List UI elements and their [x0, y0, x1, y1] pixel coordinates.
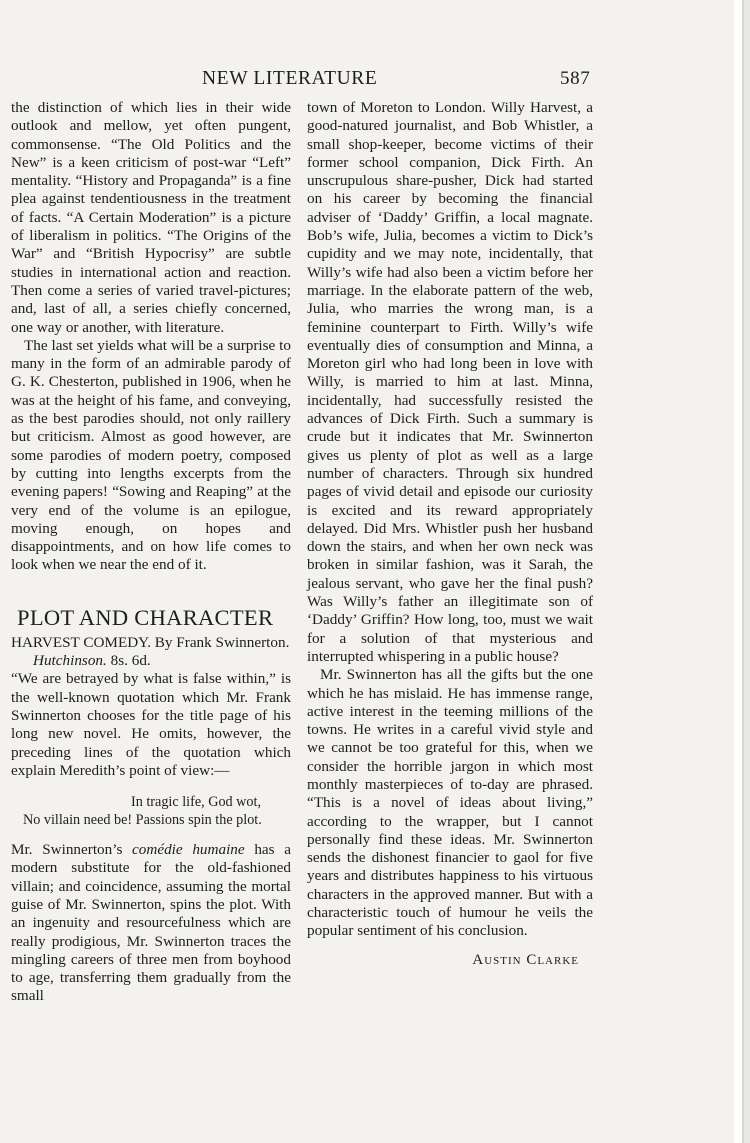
paragraph: “We are betrayed by what is false within,” is the well-known quotation which Mr. Frank Swinnerton chooses for the title page of his long new novel. He omits, however, the preceding lines of the quotation which explain Meredith’s point of view:— — [11, 670, 291, 779]
section-heading: PLOT AND CHARACTER — [17, 604, 274, 630]
book-citation — [11, 634, 291, 671]
author-signature: Austin Clarke — [472, 951, 579, 968]
citation-publisher: Hutchinson. — [33, 652, 107, 670]
running-title: NEW LITERATURE — [202, 68, 378, 89]
page-number: 587 — [560, 68, 591, 89]
verse-line: No villain need be! Passions spin the plot. — [23, 811, 262, 828]
citation-price: 8s. 6d. — [110, 652, 151, 670]
paragraph: the distinction of which lies in their wide outlook and mellow, yet often pungent, commonsense. “The Old Politics and the New” is a keen criticism of post-war “Left” mentality. “History and Propaganda” is a fine plea against tendentiousness in the treatment of facts. “A Certain Moderation” is a picture of liberalism in politics. “The Origins of the War” and “British Hypocrisy” are subtle studies in international action and reaction. Then come a series of varied travel-pictures; and, last of all, a series chiefly concerned, one way or another, with literature. — [11, 99, 291, 336]
left-column — [11, 99, 291, 1006]
paragraph: Mr. Swinnerton has all the gifts but the one which he has mislaid. He has immense range, active interest in the teeming millions of the towns. He writes in a careful vivid style and we cannot be too grateful for this, when we consider the horrible jargon in which most monthly masterpieces of to-day are phrased. “This is a novel of ideas about living,” according to the wrapper, but I cannot personally find these ideas. Mr. Swinnerton sends the dishonest financier to gaol for five years and distributes happiness to his virtuous characters in the approved manner. But with a characteristic touch of humour he veils the popular sentiment of his conclusion. — [307, 666, 593, 940]
paragraph: town of Moreton to London. Willy Harvest, a good-natured journalist, and Bob Whistler, a small shop-keeper, become victims of their former school companion, Dick Firth. An unscrupulous share-pusher, Dick had started on his career by becoming the financial adviser of ‘Daddy’ Griffin, a local magnate. Bob’s wife, Julia, becomes a victim to Dick’s cupidity and we may note, incidentally, that Willy’s wife had also been a victim before her marriage. In the elaborate pattern of the web, Julia, who marries the wrong man, is a feminine counterpart to Firth. Willy’s wife eventually dies of consumption and Minna, a Moreton girl who had long been in love with Willy, is married to him at last. Minna, incidentally, had successfully resisted the advances of Dick Firth. Such a summary is crude but it indicates that Mr. Swinnerton gives us plenty of plot as well as a large number of characters. Through six hundred pages of vivid detail and episode our curiosity is excited and its reward appropriately delayed. Did Mrs. Whistler push her husband down the stairs, and when her own neck was broken in similar fashion, was it Sarah, the jealous servant, who gave her the final push? Was Willy’s father an illegitimate son of ‘Daddy’ Griffin? How long, too, must we wait for a solution of that mysterious and interrupted whispering in a public house? — [307, 99, 593, 665]
italic-phrase: comédie humaine — [132, 841, 245, 859]
paragraph: The last set yields what will be a surprise to many in the form of an admirable parody of G. K. Chesterton, published in 1906, when he was at the height of his fame, and conveying, as the best parodies should, not only raillery but criticism. Almost as good however, are some parodies of modern poetry, composed by cutting into lengths excerpts from the evening papers! “Sowing and Reaping” at the very end of the volume is an epilogue, moving enough, on hopes and disappointments, and on how life comes to look when we near the end of it. — [11, 336, 291, 574]
page-edge — [734, 0, 742, 1143]
right-column — [307, 99, 593, 969]
citation-title: HARVEST COMEDY. By Frank Swinnerton. — [11, 633, 290, 651]
paragraph: Mr. Swinnerton’s comédie humaine has a modern substitute for the old-fashioned villain; and coincidence, assuming the mortal guise of Mr. Swinnerton, spins the plot. With an ingenuity and resourcefulness which are really prodigious, Mr. Swinnerton traces the mingling careers of three men from boyhood to age, transferring them gradually from the small — [11, 841, 291, 1005]
verse-line: In tragic life, God wot, — [131, 794, 262, 811]
verse-quotation — [11, 794, 291, 829]
